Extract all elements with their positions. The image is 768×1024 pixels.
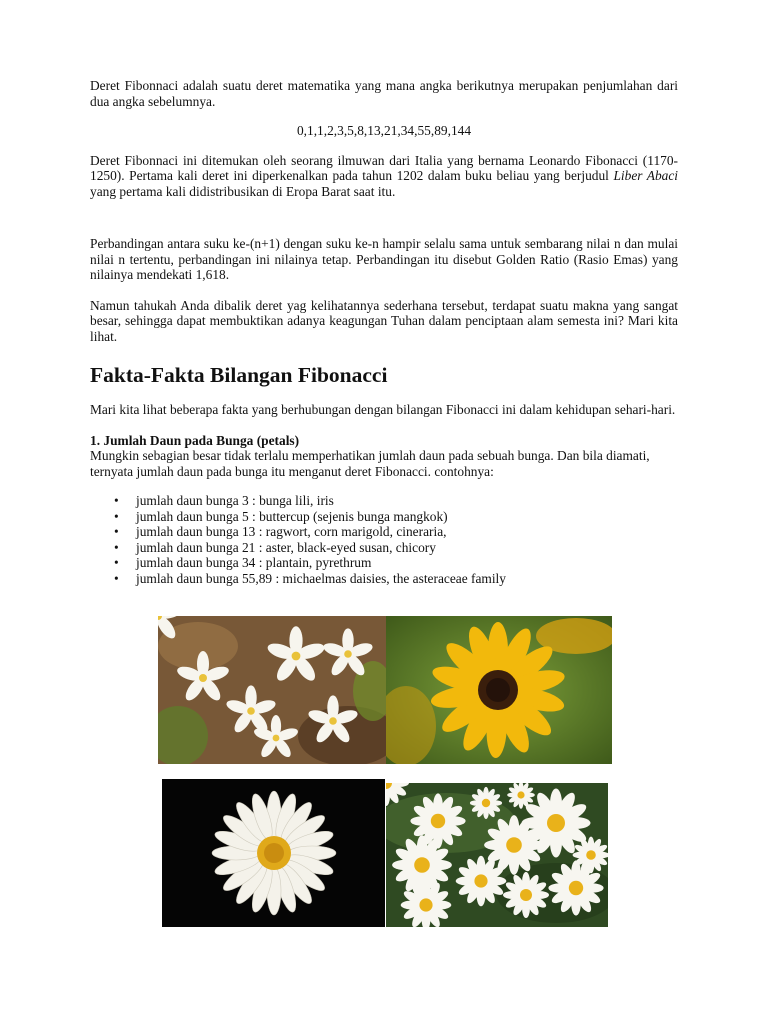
petal-count-list [90,493,678,586]
list-item-text: jumlah daun bunga 13 : ragwort, corn marigold, cineraria, [136,524,447,539]
list-item [90,493,678,509]
document-page [90,78,678,586]
daisy-field-photo [386,783,608,927]
discovery-text-before: Deret Fibonnaci ini ditemukan oleh seorang ilmuwan dari Italia yang bernama Leonardo Fibonacci (1170-1250). Pertama kali deret ini diperkenalkan pada tahun 1202 dalam buku beliau yang berjudul [90,152,678,183]
lead-paragraph: Mari kita lihat beberapa fakta yang berhubungan dengan bilangan Fibonacci ini dalam kehidupan sehari-hari. [90,402,676,417]
list-item [90,509,678,525]
bullet-icon: • [114,524,119,539]
intro-paragraph: Deret Fibonnaci adalah suatu deret matematika yang mana angka berikutnya merupakan penjumlahan dari dua angka sebelumnya. [90,78,678,109]
bullet-icon: • [114,570,119,586]
section-heading: Fakta-Fakta Bilangan Fibonacci [90,363,388,387]
list-item-text: jumlah daun bunga 55,89 : michaelmas daisies, the asteraceae family [136,570,506,586]
meaning-paragraph: Namun tahukah Anda dibalik deret yag kelihatannya sederhana tersebut, terdapat suatu makna yang sangat besar, sehingga dapat membuktikan adanya keagungan Tuhan dalam penciptaan alam semesta ini? Mari kita lihat. [90,297,678,344]
discovery-text-after: yang pertama kali didistribusikan di Eropa Barat saat itu. [90,183,396,199]
bullet-icon: • [114,493,119,508]
list-item [90,555,678,571]
list-item [90,524,678,540]
list-item-text: jumlah daun bunga 34 : plantain, pyrethrum [136,555,372,570]
bullet-icon: • [114,508,119,524]
petals-subheading: 1. Jumlah Daun pada Bunga (petals) [90,432,300,448]
golden-ratio-paragraph: Perbandingan antara suku ke-(n+1) dengan suku ke-n hampir selalu sama untuk sembarang nilai n dan mulai nilai n tertentu, perbandingan ini nilainya tetap. Perbandingan itu disebut Golden Ratio (Rasio Emas) yang nilainya mendekati 1,618. [90,236,678,282]
list-item [90,540,678,556]
list-item-text: jumlah daun bunga 21 : aster, black-eyed susan, chicory [136,539,436,555]
black-eyed-susan-photo [386,616,612,764]
list-item-text: jumlah daun bunga 5 : buttercup (sejenis bunga mangkok) [136,508,448,524]
bullet-icon: • [114,555,119,570]
white-flowers-photo [158,616,386,764]
bullet-icon: • [114,539,119,555]
daisy-on-black-photo [162,779,385,927]
discovery-paragraph [90,153,678,200]
petals-paragraph: Mungkin sebagian besar tidak terlalu memperhatikan jumlah daun pada sebuah bunga. Dan bila diamati, ternyata jumlah daun pada bunga itu menganut deret Fibonacci. contohnya: [90,448,650,479]
list-item [90,571,678,587]
book-title: Liber Abaci [613,168,678,183]
list-item-text: jumlah daun bunga 3 : bunga lili, iris [136,493,334,508]
fibonacci-sequence: 0,1,1,2,3,5,8,13,21,34,55,89,144 [296,123,472,138]
